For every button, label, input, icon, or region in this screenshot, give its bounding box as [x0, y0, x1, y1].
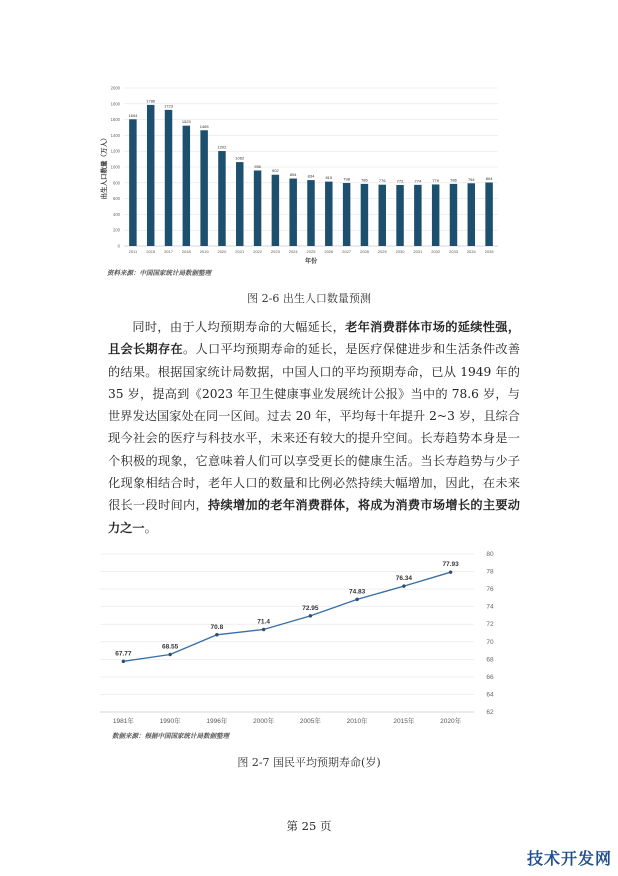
bar-2019: [200, 130, 207, 246]
bar-xtick-label: 2022: [253, 249, 263, 254]
bar-value-label: 776: [378, 178, 386, 184]
bar-2027: [343, 183, 350, 246]
bar-value-label: 956: [254, 163, 261, 169]
bar-2029: [378, 185, 385, 246]
line-value-label: 76.34: [395, 575, 413, 583]
bar-xtick-label: 2030: [395, 249, 405, 254]
bar-2030: [396, 185, 403, 246]
line-xtick-label: 1990年: [159, 718, 181, 725]
bar-2031: [414, 185, 421, 246]
bar-ytick-label: 1000: [110, 164, 120, 170]
figure1-caption: 图 2-6 出生人口数量预测: [247, 292, 371, 305]
bar-x-axis-title: 年份: [304, 259, 318, 265]
bar-xtick-label: 2027: [342, 249, 352, 254]
bar-xtick-label: 2017: [164, 249, 173, 254]
line-value-label: 67.77: [115, 650, 132, 658]
line-point-2005年: [309, 614, 312, 617]
bar-value-label: 1723: [164, 103, 173, 109]
line-point-1996年: [215, 633, 218, 636]
line-xtick-label: 1981年: [112, 718, 134, 725]
bar-ytick-label: 200: [113, 227, 120, 233]
line-point-1990年: [168, 653, 171, 656]
watermark-logo: 技术开发网: [526, 851, 612, 868]
line-ytick-label: 76: [486, 586, 494, 594]
line-ytick-label: 72: [486, 621, 494, 629]
bar-2024: [289, 179, 296, 246]
bar-value-label: 774: [414, 178, 422, 184]
line-ytick-label: 78: [486, 568, 494, 576]
bar-chart-svg: [94, 78, 508, 278]
bar-ytick-label: 0: [117, 243, 120, 249]
bar-y-axis-title: 出生人口数量（万人）: [101, 134, 108, 200]
figure2-source: 数据来源：根据中国国家统计局数据整理: [112, 733, 229, 740]
life-expectancy-line-chart: [94, 546, 508, 742]
bar-xtick-label: 2026: [324, 249, 334, 254]
bar-value-label: 772: [396, 178, 404, 184]
bar-value-label: 854: [289, 172, 297, 178]
bar-2021: [236, 162, 243, 246]
line-point-2015年: [402, 584, 405, 587]
bar-value-label: 1465: [199, 123, 209, 129]
bar-xtick-label: 2011: [128, 249, 138, 254]
line-value-label: 74.83: [348, 588, 366, 596]
bar-2033: [450, 184, 457, 246]
line-value-label: 70.8: [210, 623, 224, 631]
bar-2028: [361, 184, 368, 246]
line-point-2010年: [355, 598, 358, 601]
paragraph-bold-2: 持续增加的老年消费群体，将成为消费市场增长的主要动力之一: [108, 498, 520, 535]
line-xtick-label: 2005年: [299, 718, 321, 725]
birth-population-bar-chart: [94, 78, 508, 278]
bar-ytick-label: 400: [113, 211, 120, 217]
bar-ytick-label: 1800: [110, 101, 120, 107]
bar-xtick-label: 2019: [199, 249, 209, 254]
bar-value-label: 779: [432, 177, 440, 183]
bar-xtick-label: 2024: [288, 249, 298, 254]
page-number: 第 25 页: [286, 819, 332, 833]
figure2-caption: 图 2-7 国民平均预期寿命(岁): [237, 756, 381, 769]
line-value-label: 68.55: [161, 643, 179, 651]
bar-xtick-label: 2020: [217, 249, 227, 254]
bar-ytick-label: 800: [113, 180, 120, 186]
bar-value-label: 794: [467, 176, 475, 182]
bar-xtick-label: 2031: [413, 249, 423, 254]
line-point-2020年: [449, 570, 452, 573]
line-ytick-label: 64: [486, 691, 494, 699]
bar-ytick-label: 1200: [110, 148, 120, 154]
body-paragraph: [108, 316, 520, 539]
bar-xtick-label: 2025: [306, 249, 316, 254]
paragraph-part-3: 。: [144, 520, 157, 535]
bar-xtick-label: 2032: [431, 249, 441, 254]
bar-ytick-label: 600: [113, 196, 120, 202]
bar-xtick-label: 2021: [235, 249, 245, 254]
bar-value-label: 786: [450, 177, 457, 183]
figure1-source: 资料来源：中国国家统计局数据整理: [107, 270, 211, 277]
bar-xtick-label: 2034: [466, 249, 476, 254]
bar-value-label: 1786: [146, 98, 156, 104]
bar-value-label: 815: [325, 175, 333, 181]
bar-xtick-label: 2015: [146, 249, 156, 254]
bar-2025: [307, 180, 314, 246]
line-value-label: 71.4: [257, 618, 270, 626]
bar-ytick-label: 2000: [110, 85, 120, 91]
bar-2011: [129, 119, 136, 246]
bar-value-label: 834: [307, 173, 315, 179]
bar-xtick-label: 2028: [359, 249, 369, 254]
line-chart-svg: [94, 546, 508, 742]
line-ytick-label: 62: [486, 709, 494, 716]
bar-value-label: 1062: [235, 155, 245, 161]
bar-xtick-label: 2033: [449, 249, 458, 254]
line-ytick-label: 70: [486, 638, 494, 646]
line-xtick-label: 2020年: [440, 718, 462, 725]
bar-value-label: 798: [343, 176, 350, 182]
bar-2023: [272, 175, 279, 246]
bar-ytick-label: 1600: [110, 117, 120, 123]
bar-xtick-label: 2035: [484, 249, 494, 254]
bar-2035: [485, 182, 492, 246]
line-point-1981年: [122, 660, 125, 663]
line-xtick-label: 2000年: [253, 718, 275, 725]
paragraph-part-2: 。人口平均预期寿命的延长，是医疗保健进步和生活条件改善的结果。根据国家统计局数据，中国人口的平均预期寿命，已从 1949 年的 35 岁，提高到《2023 年卫生健康事业发展统计公报》当中的 78.6 岁，与世界发达国家处在同一区间。过去 20 年，平均每十年提升 2~3 岁，且综合现今社会的医疗与科技水平，未来还有较大的提升空间。长寿趋势本身是一个积极的现象，它意味着人们可以享受更长的健康生活。当长寿趋势与少子化现象相结合时，老年人口的数量和比例必然持续大幅增加，因此，在未来很长一段时间内，: [108, 342, 521, 513]
line-ytick-label: 68: [486, 656, 494, 664]
line-value-label: 72.95: [302, 604, 319, 612]
line-xtick-label: 2010年: [346, 718, 368, 725]
paragraph-bold-1: 老年消费群体市场的延续性强，且会长期存在: [108, 320, 521, 357]
bar-value-label: 804: [485, 175, 493, 181]
bar-value-label: 786: [361, 177, 368, 183]
line-value-label: 77.93: [442, 561, 459, 569]
line-ytick-label: 80: [486, 551, 494, 558]
bar-value-label: 1202: [217, 144, 227, 150]
bar-value-label: 1523: [181, 119, 191, 125]
bar-ytick-label: 1400: [110, 132, 120, 138]
paragraph-part-1: 同时，由于人均预期寿命的大幅延长，: [132, 320, 346, 334]
bar-2015: [147, 105, 154, 246]
line-ytick-label: 74: [486, 603, 494, 611]
bar-xtick-label: 2023: [270, 249, 280, 254]
line-xtick-label: 2015年: [393, 718, 415, 725]
bar-2018: [183, 126, 190, 246]
line-point-2000年: [262, 628, 265, 631]
bar-2034: [468, 183, 475, 246]
bar-2022: [254, 170, 261, 246]
line-xtick-label: 1996年: [206, 718, 228, 725]
bar-2026: [325, 182, 332, 246]
bar-xtick-label: 2029: [377, 249, 387, 254]
bar-value-label: 902: [272, 168, 279, 174]
bar-value-label: 1604: [128, 112, 138, 118]
bar-xtick-label: 2018: [181, 249, 191, 254]
bar-2017: [165, 110, 172, 246]
line-ytick-label: 66: [486, 673, 494, 681]
bar-2032: [432, 184, 439, 246]
bar-2020: [218, 151, 225, 246]
